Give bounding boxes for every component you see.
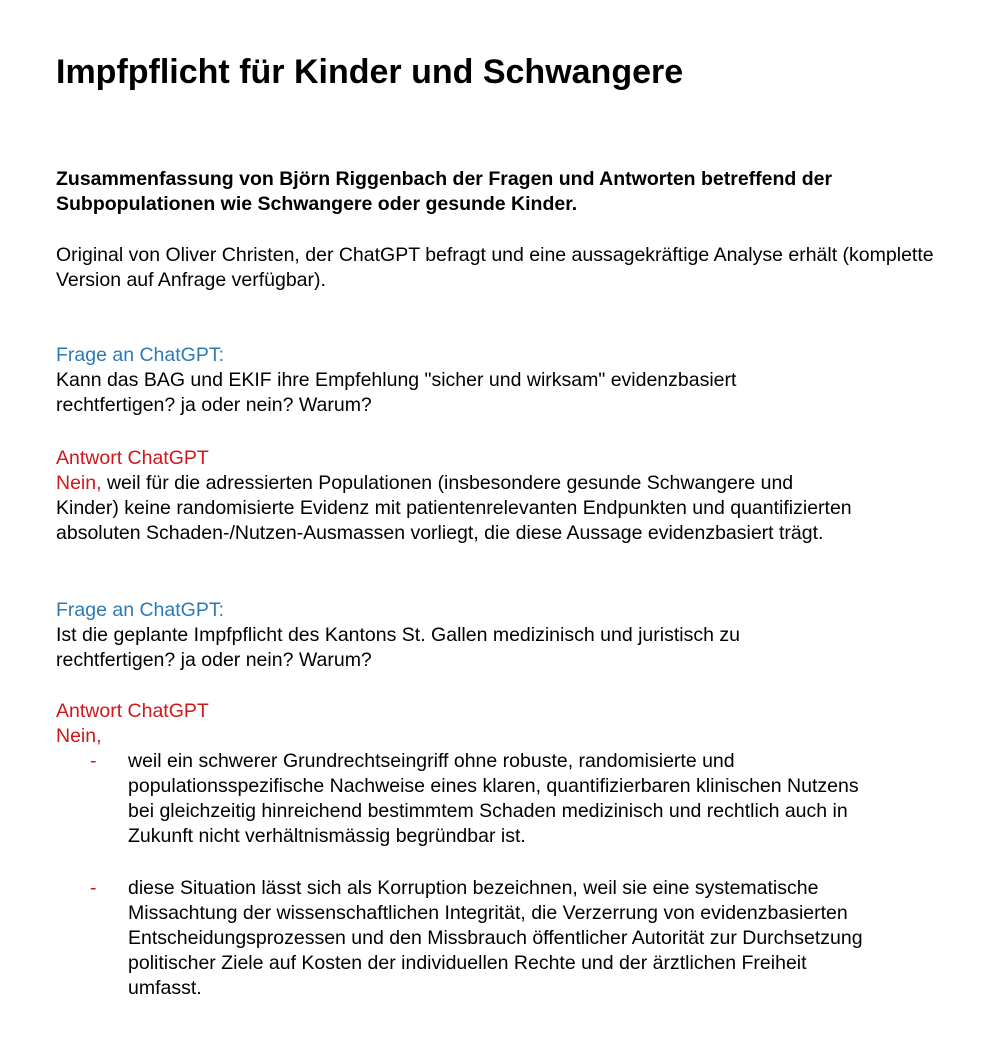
answer-1 xyxy=(56,446,966,546)
summary-paragraph: Zusammenfassung von Björn Riggenbach der Fragen und Antworten betreffend der Subpopulationen wie Schwangere oder gesunde Kinder. xyxy=(56,168,833,215)
bullet-1-text xyxy=(128,749,966,849)
question-1-label: Frage an ChatGPT: xyxy=(56,344,224,366)
question-2-label: Frage an ChatGPT: xyxy=(56,599,224,621)
bullet-2-line-4: politischer Ziele auf Kosten der individuellen Rechte und der ärztlichen Freiheit xyxy=(128,952,807,974)
question-2 xyxy=(56,598,966,673)
answer-1-line-2: Kinder) keine randomisierte Evidenz mit patientenrelevanten Endpunkten und quantifizierten xyxy=(56,497,852,519)
answer-1-line-3: absoluten Schaden-/Nutzen-Ausmassen vorliegt, die diese Aussage evidenzbasiert trägt. xyxy=(56,522,824,544)
bullet-2-line-2: Missachtung der wissenschaftlichen Integrität, die Verzerrung von evidenzbasierten xyxy=(128,902,848,924)
bullet-1-line-1: weil ein schwerer Grundrechtseingriff ohne robuste, randomisierte und xyxy=(128,750,735,772)
answer-2 xyxy=(56,699,966,749)
answer-1-lead: Nein, xyxy=(56,472,102,494)
bullet-1-line-4: Zukunft nicht verhältnismässig begründbar ist. xyxy=(128,825,526,847)
bullet-2-line-3: Entscheidungsprozessen und den Missbrauch öffentlicher Autorität zur Durchsetzung xyxy=(128,927,863,949)
bullet-2-text xyxy=(128,876,966,1001)
question-1-line-2: rechtfertigen? ja oder nein? Warum? xyxy=(56,394,372,416)
bullet-2-line-1: diese Situation lässt sich als Korruption bezeichnen, weil sie eine systematische xyxy=(128,877,819,899)
question-1-line-1: Kann das BAG und EKIF ihre Empfehlung "sicher und wirksam" evidenzbasiert xyxy=(56,369,737,391)
original-source-paragraph: Original von Oliver Christen, der ChatGPT befragt und eine aussagekräftige Analyse erhält (komplette Version auf Anfrage verfügbar). xyxy=(56,244,934,291)
bullet-1-line-3: bei gleichzeitig hinreichend bestimmtem Schaden medizinisch und rechtlich auch in xyxy=(128,800,848,822)
answer-2-label: Antwort ChatGPT xyxy=(56,700,209,722)
bullet-1-marker: - xyxy=(90,750,97,772)
bullet-2-marker: - xyxy=(90,877,97,899)
bullet-2-line-5: umfasst. xyxy=(128,977,202,999)
question-2-line-2: rechtfertigen? ja oder nein? Warum? xyxy=(56,649,372,671)
answer-1-line-1 xyxy=(56,471,966,496)
question-2-line-1: Ist die geplante Impfpflicht des Kantons St. Gallen medizinisch und juristisch zu xyxy=(56,624,740,646)
answer-1-label: Antwort ChatGPT xyxy=(56,447,209,469)
document-title: Impfpflicht für Kinder und Schwangere xyxy=(56,53,684,91)
bullet-1-line-2: populationsspezifische Nachweise eines klaren, quantifizierbaren klinischen Nutzens xyxy=(128,775,859,797)
question-1 xyxy=(56,343,966,418)
answer-2-lead: Nein, xyxy=(56,725,102,747)
answer-1-line-1-text: weil für die adressierten Populationen (insbesondere gesunde Schwangere und xyxy=(101,472,794,494)
